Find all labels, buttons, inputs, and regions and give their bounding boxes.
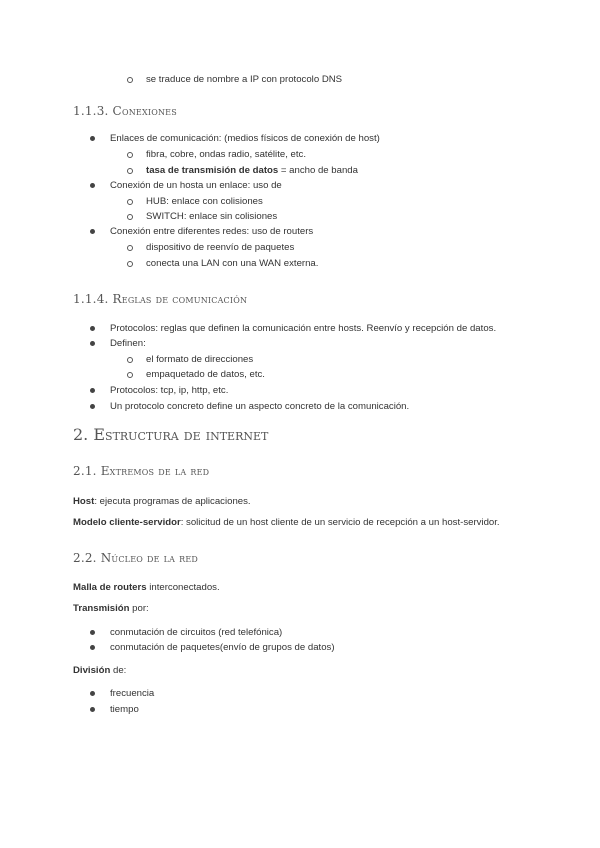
paragraph-transmision <box>73 603 149 615</box>
list-item-protocolos-ejemplos: Protocolos: tcp, ip, http, etc. <box>110 385 229 396</box>
list-item-hub: HUB: enlace con colisiones <box>146 196 263 207</box>
transmision-rest-text: por: <box>129 603 149 614</box>
list-item-lan-wan: conecta una LAN con una WAN externa. <box>146 258 319 269</box>
list-item-conexion-host: Conexión de un hosta un enlace: uso de <box>110 180 282 191</box>
host-bold-text: Host <box>73 496 95 507</box>
paragraph-division <box>73 665 126 677</box>
list-item-formato: el formato de direcciones <box>146 354 254 365</box>
list-item-conexion-redes: Conexión entre diferentes redes: uso de routers <box>110 226 314 237</box>
list-item-paquetes: conmutación de paquetes(envío de grupos de datos) <box>110 642 335 653</box>
heading-nucleo-red: 2.2. Núcleo de la red <box>73 551 199 565</box>
list-item-dns: se traduce de nombre a IP con protocolo DNS <box>146 74 343 85</box>
tasa-rest-text: = ancho de banda <box>278 165 358 176</box>
heading-reglas: 1.1.4. Reglas de comunicación <box>73 292 248 306</box>
list-item-protocolos: Protocolos: reglas que definen la comunicación entre hosts. Reenvío y recepción de datos. <box>110 323 497 334</box>
list-item-reenvio: dispositivo de reenvío de paquetes <box>146 242 295 253</box>
heading-estructura-internet: 2. Estructura de internet <box>73 425 269 444</box>
paragraph-modelo <box>73 517 500 529</box>
division-bold-text: División <box>73 665 111 676</box>
host-rest-text: : ejecuta programas de aplicaciones. <box>94 496 251 507</box>
modelo-rest-text: : solicitud de un host cliente de un servicio de recepción a un host-servidor. <box>180 517 500 528</box>
malla-bold-text: Malla de routers <box>73 582 147 593</box>
division-rest-text: de: <box>110 665 127 676</box>
list-item-empaquetado: empaquetado de datos, etc. <box>146 369 265 380</box>
heading-conexiones: 1.1.3. Conexiones <box>73 104 177 118</box>
transmision-bold-text: Transmisión <box>73 603 130 614</box>
list-item-tasa <box>146 165 358 177</box>
list-item-enlaces: Enlaces de comunicación: (medios físicos de conexión de host) <box>110 133 380 144</box>
list-item-switch: SWITCH: enlace sin colisiones <box>146 211 278 222</box>
paragraph-host <box>73 496 251 508</box>
list-item-protocolo-concreto: Un protocolo concreto define un aspecto concreto de la comunicación. <box>110 401 410 412</box>
list-item-medios: fibra, cobre, ondas radio, satélite, etc. <box>146 149 306 160</box>
tasa-bold-text: tasa de transmisión de datos <box>146 165 279 176</box>
modelo-bold-text: Modelo cliente-servidor <box>73 517 181 528</box>
list-item-tiempo: tiempo <box>110 704 139 715</box>
list-item-definen: Definen: <box>110 338 146 349</box>
paragraph-malla <box>73 582 220 594</box>
malla-rest-text: interconectados. <box>146 582 220 593</box>
list-item-circuitos: conmutación de circuitos (red telefónica) <box>110 627 283 638</box>
list-item-frecuencia: frecuencia <box>110 688 155 699</box>
heading-extremos-red: 2.1. Extremos de la red <box>73 464 210 478</box>
